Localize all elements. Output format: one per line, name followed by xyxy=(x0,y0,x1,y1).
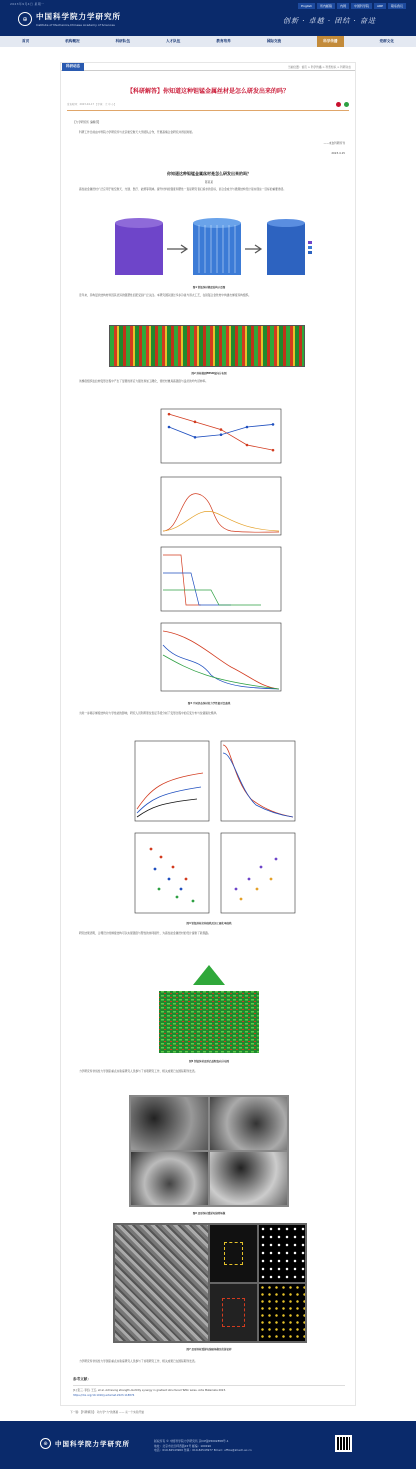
figure-caption: 图6 变形丝材透射电镜明场像 xyxy=(192,1212,226,1215)
channel-bar xyxy=(61,63,355,71)
references-heading: 参考文献： xyxy=(73,1377,91,1381)
body-paragraph: 该梯度组织在拉伸变形过程中产生了显著的背应力强化和加工硬化，使丝材兼具高强度与良好的均匀延伸率。 xyxy=(79,379,208,383)
nav-item-about[interactable]: 机构概况 xyxy=(65,39,80,43)
figure-caption: 图1 钽锰丝材梯度结构示意图 xyxy=(192,286,226,289)
top-link[interactable]: 内网 xyxy=(337,3,349,9)
body-paragraph: 力学研究所非线性力学国家重点实验室研究人员参与了该项研究工作，相关成果已在国际期刊发表。 xyxy=(79,1359,198,1363)
header-date: 2023年9月4日 星期一 xyxy=(10,2,45,6)
body-paragraph: 为进一步揭示梯度结构对力学性能的影响，研究人员利用原位表征手段分析了变形过程中的应变分布与位错演化规律。 xyxy=(79,711,219,715)
footer-address: 地址：北京市北四环西路15号 邮编：100190 xyxy=(154,1443,212,1448)
site-footer xyxy=(0,1421,416,1469)
nav-item-international[interactable]: 国际交流 xyxy=(266,39,282,43)
title-divider xyxy=(67,110,349,111)
chart-point xyxy=(194,436,197,439)
footer-site-name: 中国科学院力学研究所 xyxy=(55,1440,130,1448)
intro-paragraph: 科研工作日前由中科院力学研究所与北京航空航天大学团队合作，开展高熵合金研究并得到进展。 xyxy=(79,130,195,134)
figure-caption: 图4 钽锰丝材拉伸曲线及加工硬化率曲线 xyxy=(186,922,232,925)
top-link[interactable]: 中国科学院 xyxy=(351,3,372,9)
figure-6-tem-bright-field xyxy=(129,1095,289,1207)
top-link[interactable]: English xyxy=(298,3,315,9)
chart-point xyxy=(168,413,171,416)
body-paragraph: 研究结果表明，合理设计的梯度结构可以实现强度与塑性的协同提升，为高性能金属丝材的设计提供了新思路。 xyxy=(79,931,211,935)
chart-panel-a xyxy=(161,409,281,463)
site-logo[interactable] xyxy=(18,11,121,27)
logo-english-name: Institute of Mechanics,Chinese Academy of Sciences xyxy=(36,23,115,27)
share-weibo-icon[interactable] xyxy=(336,102,341,107)
figure-caption: 图3 不同状态丝材的力学性能对比曲线 xyxy=(187,702,231,705)
chart-point xyxy=(246,444,249,447)
chart-point xyxy=(272,449,275,452)
nav-item-party-culture[interactable]: 党群文化 xyxy=(379,39,394,43)
header-slogan: 创新 · 卓越 · 团结 · 奋进 xyxy=(282,17,376,25)
chart-point xyxy=(220,433,223,436)
breadcrumb[interactable]: 当前位置：首页 > 科学传播 > 科普知识 > 科研动态 xyxy=(288,65,351,69)
chart-point xyxy=(272,423,275,426)
cas-emblem-icon: ⊕ xyxy=(18,12,32,26)
qr-code-icon xyxy=(335,1435,352,1452)
figure-7-tem-dark-field xyxy=(113,1223,307,1343)
footer-copyright: 版权所有 © 中国科学院力学研究所 京ICP备05002858号-1 xyxy=(154,1439,229,1443)
reference-item: [1] 张三, 李四, 王五, et al. Achieving strength-ductility synergy in gradient structured TaMn wires. Acta Materialia 2023. xyxy=(73,1389,226,1392)
main-nav xyxy=(0,36,416,47)
figure-2-ebsd-map xyxy=(109,325,305,367)
footer-info xyxy=(154,1439,252,1453)
figure-4-tensile-curves xyxy=(131,739,301,917)
figure-caption: 图7 变形丝材透射电镜暗场像及衍射花样 xyxy=(186,1348,232,1351)
chart-point xyxy=(194,421,197,424)
footer-contact: 电话：010-82543900 传真：010-82543977 Email：office@imech.ac.cn xyxy=(154,1448,252,1452)
figure-caption: 图5 钽锰丝材变形后晶粒取向分布图 xyxy=(188,1060,230,1063)
top-link[interactable]: 联系我们 xyxy=(388,3,406,9)
intro-tag: 【力学研究所 编辑部】 xyxy=(73,120,101,124)
nav-item-research[interactable]: 科研队伍 xyxy=(115,39,130,43)
top-link[interactable]: 所内邮箱 xyxy=(317,3,335,9)
next-article-link[interactable]: 下一篇：【科研解答】：动力学"力"的奥秘 —— 从一个实验开始 xyxy=(70,1410,145,1414)
chart-series-line xyxy=(169,414,273,450)
share-wechat-icon[interactable] xyxy=(344,102,349,107)
nav-item-talent[interactable]: 人才队伍 xyxy=(165,39,181,43)
channel-label: 科研动态 xyxy=(62,63,84,71)
chart-point xyxy=(220,428,223,431)
figure-caption: 图2 丝材截面EBSD取向分布图 xyxy=(191,372,227,375)
article-date: 2023.4.15 xyxy=(331,151,345,155)
article-title: 【科研解答】你知道这种钽锰金属丝材是怎么研发出来的吗？ xyxy=(126,88,289,95)
nav-item-education[interactable]: 教育培养 xyxy=(216,39,231,43)
footer-logo[interactable] xyxy=(40,1438,130,1449)
chart-panel-b xyxy=(161,477,281,535)
reference-doi-link[interactable]: https://doi.org/10.1016/j.actamat.2023.118876 xyxy=(73,1393,135,1397)
body-paragraph: 高性能金属丝材广泛应用于航空航天、交通、医疗、能源等领域。提升材料的强度和塑性一直是研究者们追求的目标，而合金成分与微观结构设计是实现这一目标的重要途径。 xyxy=(79,187,286,191)
figure-3-property-charts xyxy=(141,405,291,697)
figure-1-schematic xyxy=(95,213,325,283)
figure-5-orientation-map xyxy=(149,963,269,1057)
paper-author: 陈某某 xyxy=(204,180,214,184)
article-meta xyxy=(61,102,355,107)
body-paragraph: 力学研究所非线性力学国家重点实验室研究人员参与了该项研究工作，相关成果已在国际期刊发表。 xyxy=(79,1069,198,1073)
chart-point xyxy=(246,426,249,429)
publish-info[interactable]: 发布时间：2023-04-17 【字体：大 中 小】 xyxy=(67,103,117,106)
top-header xyxy=(0,0,416,36)
nav-item-science-communication[interactable]: 科学传播 xyxy=(317,36,343,47)
chart-panel-d xyxy=(161,623,281,691)
chart-panel-c xyxy=(161,547,281,611)
chart-point xyxy=(168,426,171,429)
top-links xyxy=(298,3,406,9)
references-divider xyxy=(73,1385,345,1386)
top-link[interactable]: ARP xyxy=(374,3,386,9)
article-container xyxy=(60,62,356,1406)
paper-title: 你知道这种钽锰金属丝材是怎么研发出来的吗？ xyxy=(167,171,251,176)
cas-emblem-icon: ⊕ xyxy=(40,1438,51,1449)
nav-item-home[interactable]: 首页 xyxy=(22,39,30,43)
logo-chinese-name: 中国科学院力学研究所 xyxy=(36,12,121,21)
article-source: ——来自科研所刊 xyxy=(323,141,345,145)
body-paragraph: 近年来，异构层状结构材料因其优异的强塑性匹配受到广泛关注。本研究团队通过多步冷拔与退火工艺，在钽锰合金丝材中构建出梯度异构组织。 xyxy=(79,293,251,297)
